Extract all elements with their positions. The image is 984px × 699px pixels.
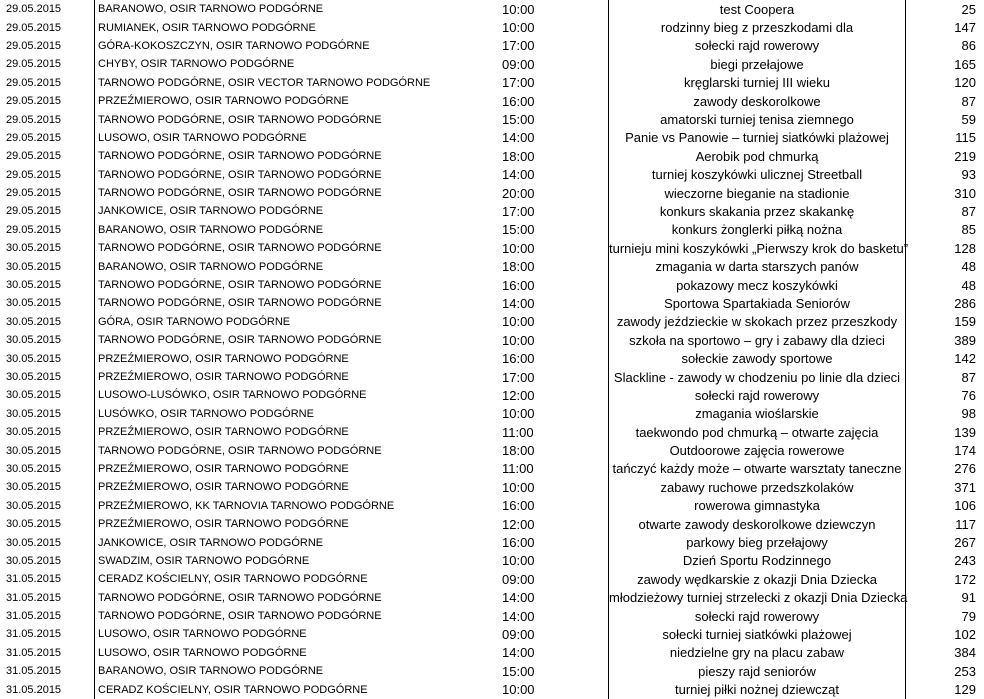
time-cell: 16:00	[494, 349, 609, 367]
event-cell: rodzinny bieg z przeszkodami dla	[609, 18, 906, 36]
event-cell: sołecki rajd rowerowy	[609, 607, 906, 625]
event-cell: sołecki rajd rowerowy	[609, 386, 906, 404]
count-cell: 79	[906, 607, 984, 625]
place-cell: TARNOWO PODGÓRNE, OSIR TARNOWO PODGÓRNE	[95, 331, 495, 349]
count-cell: 76	[906, 386, 984, 404]
date-cell: 30.05.2015	[0, 497, 95, 515]
table-row	[0, 313, 984, 331]
event-cell: turniej koszykówki ulicznej Streetball	[609, 166, 906, 184]
event-cell: pokazowy mecz koszykówki	[609, 276, 906, 294]
place-cell: TARNOWO PODGÓRNE, OSIR TARNOWO PODGÓRNE	[95, 589, 495, 607]
time-cell: 10:00	[494, 0, 609, 18]
table-row	[0, 368, 984, 386]
table-row	[0, 294, 984, 312]
place-cell: TARNOWO PODGÓRNE, OSIR TARNOWO PODGÓRNE	[95, 239, 495, 257]
count-cell: 286	[906, 294, 984, 312]
event-cell: zawody wędkarskie z okazji Dnia Dziecka	[609, 570, 906, 588]
place-cell: RUMIANEK, OSIR TARNOWO PODGÓRNE	[95, 18, 495, 36]
date-cell: 30.05.2015	[0, 239, 95, 257]
time-cell: 14:00	[494, 166, 609, 184]
table-row	[0, 386, 984, 404]
count-cell: 147	[906, 18, 984, 36]
date-cell: 29.05.2015	[0, 166, 95, 184]
table-row	[0, 405, 984, 423]
place-cell: JANKOWICE, OSIR TARNOWO PODGÓRNE	[95, 202, 495, 220]
count-cell: 174	[906, 441, 984, 459]
event-cell: taekwondo pod chmurką – otwarte zajęcia	[609, 423, 906, 441]
time-cell: 18:00	[494, 147, 609, 165]
place-cell: TARNOWO PODGÓRNE, OSIR TARNOWO PODGÓRNE	[95, 294, 495, 312]
date-cell: 29.05.2015	[0, 37, 95, 55]
event-cell: zawody jeździeckie w skokach przez przeszkody	[609, 313, 906, 331]
table-row	[0, 74, 984, 92]
time-cell: 18:00	[494, 257, 609, 275]
place-cell: LUSOWO, OSIR TARNOWO PODGÓRNE	[95, 644, 495, 662]
time-cell: 16:00	[494, 276, 609, 294]
place-cell: BARANOWO, OSIR TARNOWO PODGÓRNE	[95, 257, 495, 275]
time-cell: 14:00	[494, 129, 609, 147]
place-cell: TARNOWO PODGÓRNE, OSIR VECTOR TARNOWO PODGÓRNE	[95, 74, 495, 92]
time-cell: 09:00	[494, 570, 609, 588]
table-row	[0, 129, 984, 147]
count-cell: 139	[906, 423, 984, 441]
place-cell: GÓRA-KOKOSZCZYN, OSIR TARNOWO PODGÓRNE	[95, 37, 495, 55]
place-cell: PRZEŹMIEROWO, OSIR TARNOWO PODGÓRNE	[95, 423, 495, 441]
event-cell: zabawy ruchowe przedszkolaków	[609, 478, 906, 496]
time-cell: 11:00	[494, 460, 609, 478]
place-cell: CERADZ KOŚCIELNY, OSIR TARNOWO PODGÓRNE	[95, 680, 495, 698]
place-cell: PRZEŹMIEROWO, OSIR TARNOWO PODGÓRNE	[95, 515, 495, 533]
event-cell: Outdoorowe zajęcia rowerowe	[609, 441, 906, 459]
time-cell: 16:00	[494, 497, 609, 515]
place-cell: BARANOWO, OSIR TARNOWO PODGÓRNE	[95, 0, 495, 18]
count-cell: 48	[906, 257, 984, 275]
table-row	[0, 37, 984, 55]
date-cell: 30.05.2015	[0, 478, 95, 496]
time-cell: 15:00	[494, 110, 609, 128]
place-cell: PRZEŹMIEROWO, OSIR TARNOWO PODGÓRNE	[95, 478, 495, 496]
table-row	[0, 147, 984, 165]
time-cell: 10:00	[494, 478, 609, 496]
count-cell: 87	[906, 368, 984, 386]
date-cell: 31.05.2015	[0, 625, 95, 643]
event-cell: sołeckie zawody sportowe	[609, 349, 906, 367]
event-cell: szkoła na sportowo – gry i zabawy dla dzieci	[609, 331, 906, 349]
table-row	[0, 680, 984, 698]
count-cell: 310	[906, 184, 984, 202]
event-cell: Panie vs Panowie – turniej siatkówki plażowej	[609, 129, 906, 147]
count-cell: 172	[906, 570, 984, 588]
count-cell: 128	[906, 239, 984, 257]
date-cell: 29.05.2015	[0, 202, 95, 220]
count-cell: 371	[906, 478, 984, 496]
place-cell: PRZEŹMIEROWO, OSIR TARNOWO PODGÓRNE	[95, 460, 495, 478]
time-cell: 12:00	[494, 515, 609, 533]
time-cell: 16:00	[494, 533, 609, 551]
place-cell: PRZEŹMIEROWO, OSIR TARNOWO PODGÓRNE	[95, 92, 495, 110]
count-cell: 219	[906, 147, 984, 165]
date-cell: 31.05.2015	[0, 644, 95, 662]
event-cell: Dzień Sportu Rodzinnego	[609, 552, 906, 570]
place-cell: CERADZ KOŚCIELNY, OSIR TARNOWO PODGÓRNE	[95, 570, 495, 588]
table-row	[0, 55, 984, 73]
table-row	[0, 497, 984, 515]
table-row	[0, 166, 984, 184]
place-cell: TARNOWO PODGÓRNE, OSIR TARNOWO PODGÓRNE	[95, 607, 495, 625]
event-cell: młodzieżowy turniej strzelecki z okazji Dnia Dziecka	[609, 589, 906, 607]
count-cell: 253	[906, 662, 984, 680]
count-cell: 87	[906, 92, 984, 110]
place-cell: SWADZIM, OSIR TARNOWO PODGÓRNE	[95, 552, 495, 570]
date-cell: 31.05.2015	[0, 589, 95, 607]
time-cell: 10:00	[494, 313, 609, 331]
time-cell: 10:00	[494, 680, 609, 698]
time-cell: 10:00	[494, 405, 609, 423]
date-cell: 29.05.2015	[0, 55, 95, 73]
event-cell: konkurs żonglerki piłką nożna	[609, 221, 906, 239]
table-row	[0, 184, 984, 202]
table-row	[0, 460, 984, 478]
count-cell: 91	[906, 589, 984, 607]
place-cell: TARNOWO PODGÓRNE, OSIR TARNOWO PODGÓRNE	[95, 441, 495, 459]
table-row	[0, 570, 984, 588]
table-row	[0, 662, 984, 680]
count-cell: 48	[906, 276, 984, 294]
count-cell: 25	[906, 0, 984, 18]
time-cell: 20:00	[494, 184, 609, 202]
table-row	[0, 607, 984, 625]
count-cell: 85	[906, 221, 984, 239]
date-cell: 29.05.2015	[0, 0, 95, 18]
time-cell: 12:00	[494, 386, 609, 404]
place-cell: TARNOWO PODGÓRNE, OSIR TARNOWO PODGÓRNE	[95, 166, 495, 184]
event-cell: Aerobik pod chmurką	[609, 147, 906, 165]
place-cell: LUSOWO-LUSÓWKO, OSIR TARNOWO PODGÓRNE	[95, 386, 495, 404]
table-row	[0, 552, 984, 570]
time-cell: 15:00	[494, 662, 609, 680]
date-cell: 30.05.2015	[0, 294, 95, 312]
event-cell: niedzielne gry na placu zabaw	[609, 644, 906, 662]
event-cell: Sportowa Spartakiada Seniorów	[609, 294, 906, 312]
count-cell: 93	[906, 166, 984, 184]
date-cell: 31.05.2015	[0, 662, 95, 680]
event-cell: test Coopera	[609, 0, 906, 18]
count-cell: 165	[906, 55, 984, 73]
date-cell: 29.05.2015	[0, 74, 95, 92]
time-cell: 11:00	[494, 423, 609, 441]
event-cell: tańczyć każdy może – otwarte warsztaty taneczne	[609, 460, 906, 478]
place-cell: PRZEŹMIEROWO, KK TARNOVIA TARNOWO PODGÓRNE	[95, 497, 495, 515]
table-row	[0, 533, 984, 551]
time-cell: 09:00	[494, 625, 609, 643]
time-cell: 18:00	[494, 441, 609, 459]
place-cell: JANKOWICE, OSIR TARNOWO PODGÓRNE	[95, 533, 495, 551]
date-cell: 30.05.2015	[0, 386, 95, 404]
time-cell: 09:00	[494, 55, 609, 73]
count-cell: 129	[906, 680, 984, 698]
table-row	[0, 18, 984, 36]
date-cell: 30.05.2015	[0, 405, 95, 423]
place-cell: TARNOWO PODGÓRNE, OSIR TARNOWO PODGÓRNE	[95, 276, 495, 294]
date-cell: 29.05.2015	[0, 129, 95, 147]
date-cell: 31.05.2015	[0, 607, 95, 625]
table-row	[0, 423, 984, 441]
event-cell: Slackline - zawody w chodzeniu po linie dla dzieci	[609, 368, 906, 386]
event-cell: sołecki turniej siatkówki plażowej	[609, 625, 906, 643]
table-row	[0, 331, 984, 349]
count-cell: 102	[906, 625, 984, 643]
date-cell: 29.05.2015	[0, 147, 95, 165]
time-cell: 17:00	[494, 368, 609, 386]
event-cell: parkowy bieg przełajowy	[609, 533, 906, 551]
time-cell: 14:00	[494, 294, 609, 312]
time-cell: 16:00	[494, 92, 609, 110]
place-cell: TARNOWO PODGÓRNE, OSIR TARNOWO PODGÓRNE	[95, 147, 495, 165]
time-cell: 10:00	[494, 18, 609, 36]
table-row	[0, 625, 984, 643]
place-cell: BARANOWO, OSIR TARNOWO PODGÓRNE	[95, 221, 495, 239]
event-cell: otwarte zawody deskorolkowe dziewczyn	[609, 515, 906, 533]
date-cell: 30.05.2015	[0, 423, 95, 441]
count-cell: 87	[906, 202, 984, 220]
time-cell: 17:00	[494, 74, 609, 92]
date-cell: 31.05.2015	[0, 680, 95, 698]
event-cell: zmagania w darta starszych panów	[609, 257, 906, 275]
place-cell: PRZEŹMIEROWO, OSIR TARNOWO PODGÓRNE	[95, 349, 495, 367]
event-cell: rowerowa gimnastyka	[609, 497, 906, 515]
place-cell: LUSOWO, OSIR TARNOWO PODGÓRNE	[95, 625, 495, 643]
date-cell: 30.05.2015	[0, 552, 95, 570]
event-cell: sołecki rajd rowerowy	[609, 37, 906, 55]
place-cell: TARNOWO PODGÓRNE, OSIR TARNOWO PODGÓRNE	[95, 184, 495, 202]
date-cell: 30.05.2015	[0, 460, 95, 478]
table-row	[0, 515, 984, 533]
date-cell: 30.05.2015	[0, 331, 95, 349]
time-cell: 14:00	[494, 644, 609, 662]
place-cell: PRZEŹMIEROWO, OSIR TARNOWO PODGÓRNE	[95, 368, 495, 386]
date-cell: 29.05.2015	[0, 92, 95, 110]
place-cell: TARNOWO PODGÓRNE, OSIR TARNOWO PODGÓRNE	[95, 110, 495, 128]
table-row	[0, 644, 984, 662]
date-cell: 29.05.2015	[0, 184, 95, 202]
table-row	[0, 239, 984, 257]
count-cell: 243	[906, 552, 984, 570]
table-row	[0, 276, 984, 294]
date-cell: 29.05.2015	[0, 18, 95, 36]
table-row	[0, 92, 984, 110]
event-cell: biegi przełajowe	[609, 55, 906, 73]
date-cell: 29.05.2015	[0, 110, 95, 128]
table-row	[0, 589, 984, 607]
count-cell: 86	[906, 37, 984, 55]
time-cell: 10:00	[494, 552, 609, 570]
event-cell: pieszy rajd seniorów	[609, 662, 906, 680]
table-row	[0, 478, 984, 496]
place-cell: BARANOWO, OSIR TARNOWO PODGÓRNE	[95, 662, 495, 680]
table-row	[0, 221, 984, 239]
place-cell: GÓRA, OSIR TARNOWO PODGÓRNE	[95, 313, 495, 331]
event-cell: amatorski turniej tenisa ziemnego	[609, 110, 906, 128]
count-cell: 59	[906, 110, 984, 128]
count-cell: 276	[906, 460, 984, 478]
time-cell: 14:00	[494, 589, 609, 607]
time-cell: 14:00	[494, 607, 609, 625]
date-cell: 31.05.2015	[0, 570, 95, 588]
date-cell: 30.05.2015	[0, 313, 95, 331]
event-cell: konkurs skakania przez skakankę	[609, 202, 906, 220]
event-cell: zawody deskorolkowe	[609, 92, 906, 110]
event-cell: wieczorne bieganie na stadionie	[609, 184, 906, 202]
place-cell: CHYBY, OSIR TARNOWO PODGÓRNE	[95, 55, 495, 73]
time-cell: 17:00	[494, 202, 609, 220]
time-cell: 15:00	[494, 221, 609, 239]
table-row	[0, 0, 984, 18]
time-cell: 10:00	[494, 239, 609, 257]
count-cell: 115	[906, 129, 984, 147]
place-cell: LUSÓWKO, OSIR TARNOWO PODGÓRNE	[95, 405, 495, 423]
time-cell: 10:00	[494, 331, 609, 349]
table-row	[0, 349, 984, 367]
date-cell: 30.05.2015	[0, 349, 95, 367]
count-cell: 159	[906, 313, 984, 331]
count-cell: 120	[906, 74, 984, 92]
date-cell: 29.05.2015	[0, 221, 95, 239]
table-row	[0, 202, 984, 220]
count-cell: 267	[906, 533, 984, 551]
table-row	[0, 257, 984, 275]
count-cell: 117	[906, 515, 984, 533]
date-cell: 30.05.2015	[0, 368, 95, 386]
count-cell: 389	[906, 331, 984, 349]
table-row	[0, 110, 984, 128]
event-cell: kręglarski turniej III wieku	[609, 74, 906, 92]
count-cell: 98	[906, 405, 984, 423]
count-cell: 142	[906, 349, 984, 367]
count-cell: 384	[906, 644, 984, 662]
event-cell: turniej piłki nożnej dziewcząt	[609, 680, 906, 698]
date-cell: 30.05.2015	[0, 533, 95, 551]
date-cell: 30.05.2015	[0, 515, 95, 533]
event-cell: turnieju mini koszykówki „Pierwszy krok do basketu”	[609, 239, 906, 257]
event-cell: zmagania wioślarskie	[609, 405, 906, 423]
time-cell: 17:00	[494, 37, 609, 55]
date-cell: 30.05.2015	[0, 276, 95, 294]
date-cell: 30.05.2015	[0, 441, 95, 459]
table-row	[0, 441, 984, 459]
count-cell: 106	[906, 497, 984, 515]
place-cell: LUSOWO, OSIR TARNOWO PODGÓRNE	[95, 129, 495, 147]
date-cell: 30.05.2015	[0, 257, 95, 275]
